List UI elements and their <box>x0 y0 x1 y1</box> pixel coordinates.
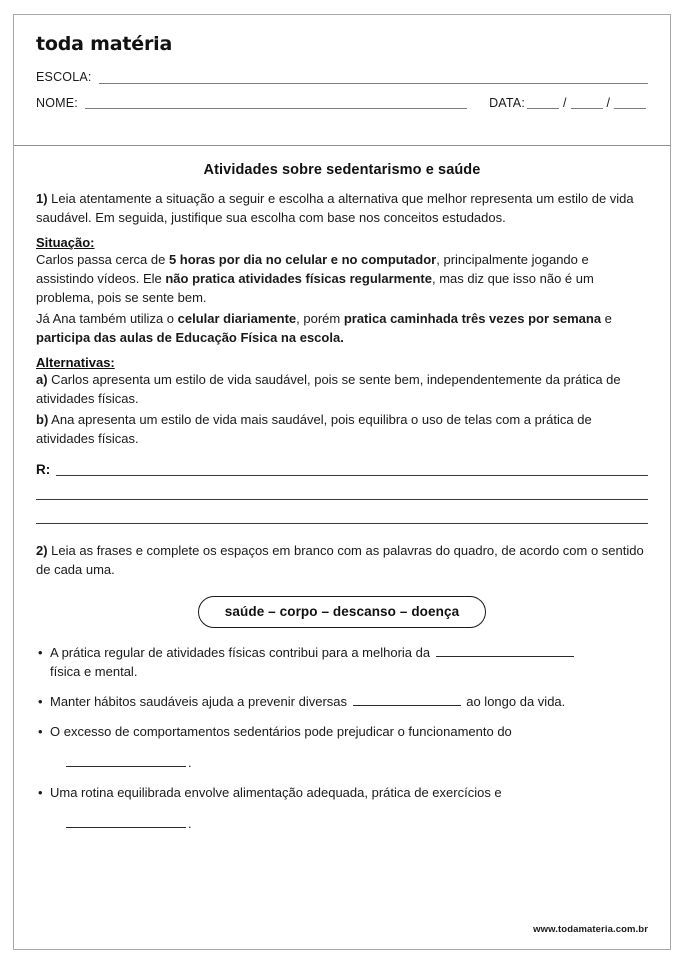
blank-field-4[interactable] <box>66 815 186 828</box>
question-2-number: 2) <box>36 543 48 559</box>
answer-block <box>36 463 648 525</box>
page-title: Atividades sobre sedentarismo e saúde <box>203 162 481 178</box>
item-2-post: ao longo da vida. <box>462 694 566 710</box>
worksheet-page <box>13 14 671 950</box>
bullet-icon: • <box>38 645 43 661</box>
fill-in-list <box>36 644 648 834</box>
item-3-pre: O excesso de comportamentos sedentários pode prejudicar o funcionamento do <box>50 724 512 739</box>
ana-bold-1: celular diariamente <box>177 310 297 326</box>
list-item-text <box>50 693 648 712</box>
item-3-post: . <box>188 754 192 770</box>
list-item <box>36 693 648 712</box>
data-year-rule[interactable] <box>614 97 646 109</box>
bullet-icon: • <box>38 724 43 739</box>
escola-field-row <box>36 71 648 84</box>
wordbank-container <box>36 596 648 628</box>
wordbank-box: saúde – corpo – descanso – doença <box>198 596 486 628</box>
answer-row-1 <box>36 463 648 477</box>
alternative-b-text: Ana apresenta um estilo de vida mais saudável, pois equilibra o uso de telas com a prática de atividades físicas. <box>36 411 592 446</box>
answer-rule-1[interactable] <box>56 463 648 476</box>
alternative-a-text: Carlos apresenta um estilo de vida saudável, pois se sente bem, independentemente da prática de atividades físicas. <box>36 371 621 406</box>
item-3-blank-row <box>64 754 648 773</box>
carlos-text-3: , mas diz que isso não é um problema, pois se sente bem. <box>36 270 594 305</box>
answer-rule-3[interactable] <box>36 500 648 524</box>
situacao-heading: Situação: <box>36 234 95 250</box>
data-month-rule[interactable] <box>571 97 603 109</box>
situacao-paragraph-carlos <box>36 251 648 308</box>
answer-label: R: <box>36 461 51 477</box>
question-1-statement <box>36 190 648 228</box>
ana-text-2: , porém <box>296 310 344 326</box>
item-1-post: física e mental. <box>50 664 138 680</box>
ana-text-1: Já Ana também utiliza o <box>36 310 178 326</box>
bullet-icon: • <box>38 694 43 710</box>
list-item-text <box>50 723 648 773</box>
list-item-text <box>50 644 648 682</box>
alternative-a[interactable] <box>36 371 648 409</box>
question-2-text: Leia as frases e complete os espaços em branco com as palavras do quadro, de acordo com o sentido de cada uma. <box>36 543 644 578</box>
question-2-statement <box>36 542 648 580</box>
alternative-b[interactable] <box>36 411 648 449</box>
answer-rule-2[interactable] <box>36 476 648 500</box>
ana-text-3: e <box>601 310 612 326</box>
list-item <box>36 784 648 834</box>
data-day-rule[interactable] <box>527 97 559 109</box>
situacao-paragraph-ana <box>36 310 648 348</box>
item-4-post: . <box>188 815 192 831</box>
item-4-pre: Uma rotina equilibrada envolve alimentação adequada, prática de exercícios e <box>50 784 502 800</box>
list-item <box>36 723 648 773</box>
data-slash-2: / <box>606 95 610 110</box>
list-item <box>36 644 648 682</box>
carlos-text-2: , principalmente jogando e assistindo vídeos. Ele <box>36 251 589 286</box>
question-1-text: Leia atentamente a situação a seguir e escolha a alternativa que melhor representa um estilo de vida saudável. Em seguida, justifique sua escolha com base nos conceitos estudados. <box>36 191 634 225</box>
nome-input-rule[interactable] <box>85 97 467 109</box>
list-item-text <box>50 784 648 834</box>
alternative-a-letter: a) <box>36 371 48 387</box>
nome-data-field-row <box>36 97 648 110</box>
worksheet-header <box>14 15 670 146</box>
bullet-icon: • <box>38 784 43 800</box>
brand-logo: toda matéria <box>36 33 173 55</box>
footer-url: www.todamateria.com.br <box>533 924 648 935</box>
blank-field-1[interactable] <box>436 644 574 657</box>
data-slash-1: / <box>563 95 567 110</box>
data-field-group <box>489 97 648 110</box>
escola-label: ESCOLA: <box>36 70 92 84</box>
ana-bold-3: participa das aulas de Educação Física na escola. <box>36 329 344 345</box>
nome-label: NOME: <box>36 95 78 110</box>
item-4-blank-row <box>64 815 648 834</box>
item-2-pre: Manter hábitos saudáveis ajuda a prevenir diversas <box>50 694 351 710</box>
carlos-bold-2: não pratica atividades físicas regularmente <box>165 270 432 286</box>
alternativas-heading: Alternativas: <box>36 354 115 370</box>
alternative-b-letter: b) <box>36 411 49 427</box>
blank-field-3[interactable] <box>66 754 186 767</box>
question-1-number: 1) <box>36 191 48 206</box>
ana-bold-2: pratica caminhada três vezes por semana <box>343 310 602 326</box>
carlos-bold-1: 5 horas por dia no celular e no computador <box>168 251 437 267</box>
blank-field-2[interactable] <box>353 693 461 706</box>
carlos-text-1: Carlos passa cerca de <box>36 251 169 267</box>
escola-input-rule[interactable] <box>99 72 648 84</box>
data-label: DATA: <box>489 95 526 110</box>
worksheet-content <box>14 146 670 834</box>
item-1-pre: A prática regular de atividades físicas contribui para a melhoria da <box>50 645 434 661</box>
